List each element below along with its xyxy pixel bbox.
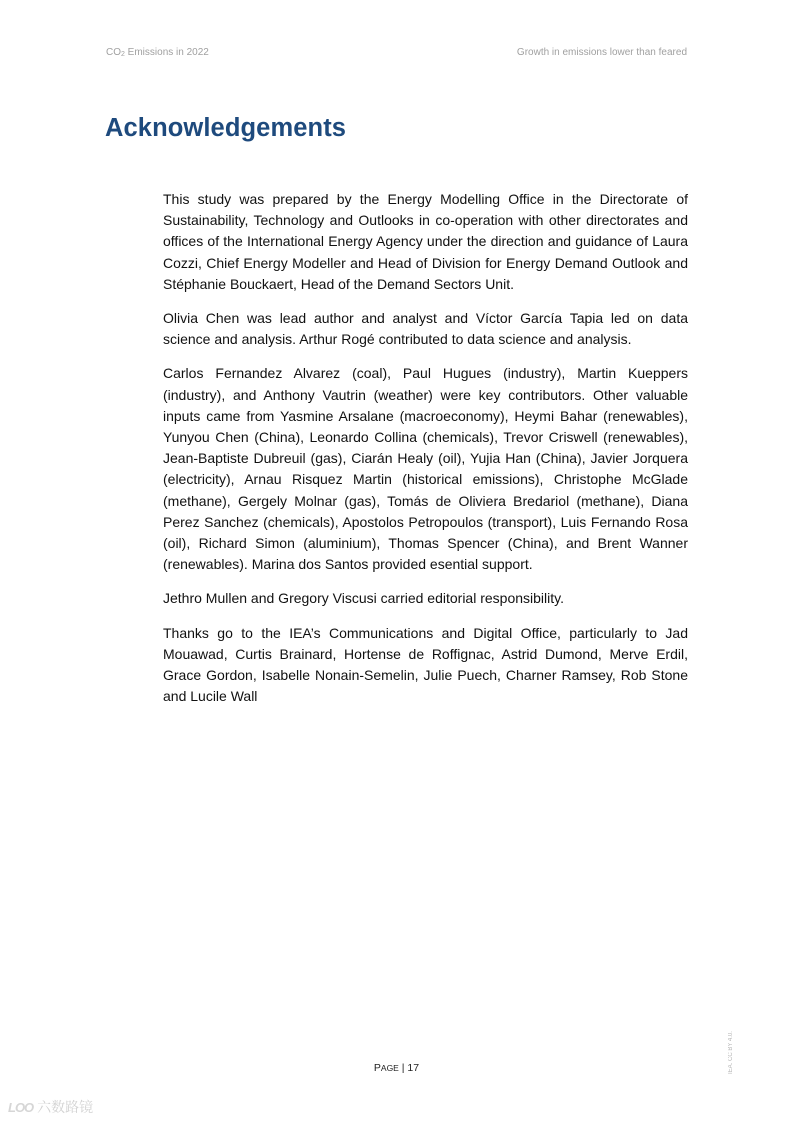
license-notice: IEA. CC BY 4.0. [728,1031,734,1074]
page-label-rest: AGE [380,1063,399,1073]
watermark-text: 六数路镜 [37,1100,94,1116]
page-separator: | [398,1062,408,1074]
page-title: Acknowledgements [105,114,347,142]
paragraph-4: Jethro Mullen and Gregory Viscusi carried editorial responsibility. [163,590,564,607]
header-emissions-text: Emissions in 2022 [124,47,209,58]
page-number-footer [0,1062,793,1074]
page-number: 17 [407,1062,420,1074]
paragraph-2: Olivia Chen was lead author and analyst and Víctor García Tapia led on data science and analysis. Arthur Rogé contributed to data science and analysis. [163,310,688,348]
paragraph-5: Thanks go to the IEA’s Communications and Digital Office, particularly to Jad Mouawad, Curtis Brainard, Hortense de Roffignac, Astrid Dumond, Merve Erdil, Grace Gordon, Isabelle Nonain-Semelin, Julie Puech, Charner Ramsey, Rob Stone and Lucile Wall [163,624,688,705]
watermark-logo-icon: LOO [8,1099,34,1115]
acknowledgements-body [163,189,688,720]
running-header-right: Growth in emissions lower than feared [516,47,687,58]
paragraph-3: Carlos Fernandez Alvarez (coal), Paul Hugues (industry), Martin Kueppers (industry), and Anthony Vautrin (weather) were key contributors. Other valuable inputs came from Yasmine Arsalane (macroeconomy), Heymi Bahar (renewables), Yunyou Chen (China), Leonardo Collina (chemicals), Trevor Criswell (renewables), Jean-Baptiste Dubreuil (gas), Ciarán Healy (oil), Yujia Han (China), Javier Jorquera (electricity), Arnau Risquez Martin (historical emissions), Christophe McGlade (methane), Gergely Molnar (gas), Tomás de Oliviera Bredariol (methane), Diana Perez Sanchez (chemicals), Apostolos Petropoulos (transport), Luis Fernando Rosa (oil), Richard Simon (aluminium), Thomas Spencer (China), and Brent Wanner (renewables). Marina dos Santos provided esential support. [163,365,688,573]
header-co-text: CO [106,47,121,58]
watermark [8,1097,93,1117]
running-header-left [106,47,209,58]
header-co-subscript: 2 [121,51,125,58]
paragraph-1: This study was prepared by the Energy Modelling Office in the Directorate of Sustainability, Technology and Outlooks in co-operation with other directorates and offices of the International Energy Agency under the direction and guidance of Laura Cozzi, Chief Energy Modeller and Head of Division for Energy Demand Outlook and Stéphanie Bouckaert, Head of the Demand Sectors Unit. [163,191,688,292]
page-label-initial: P [373,1062,381,1074]
